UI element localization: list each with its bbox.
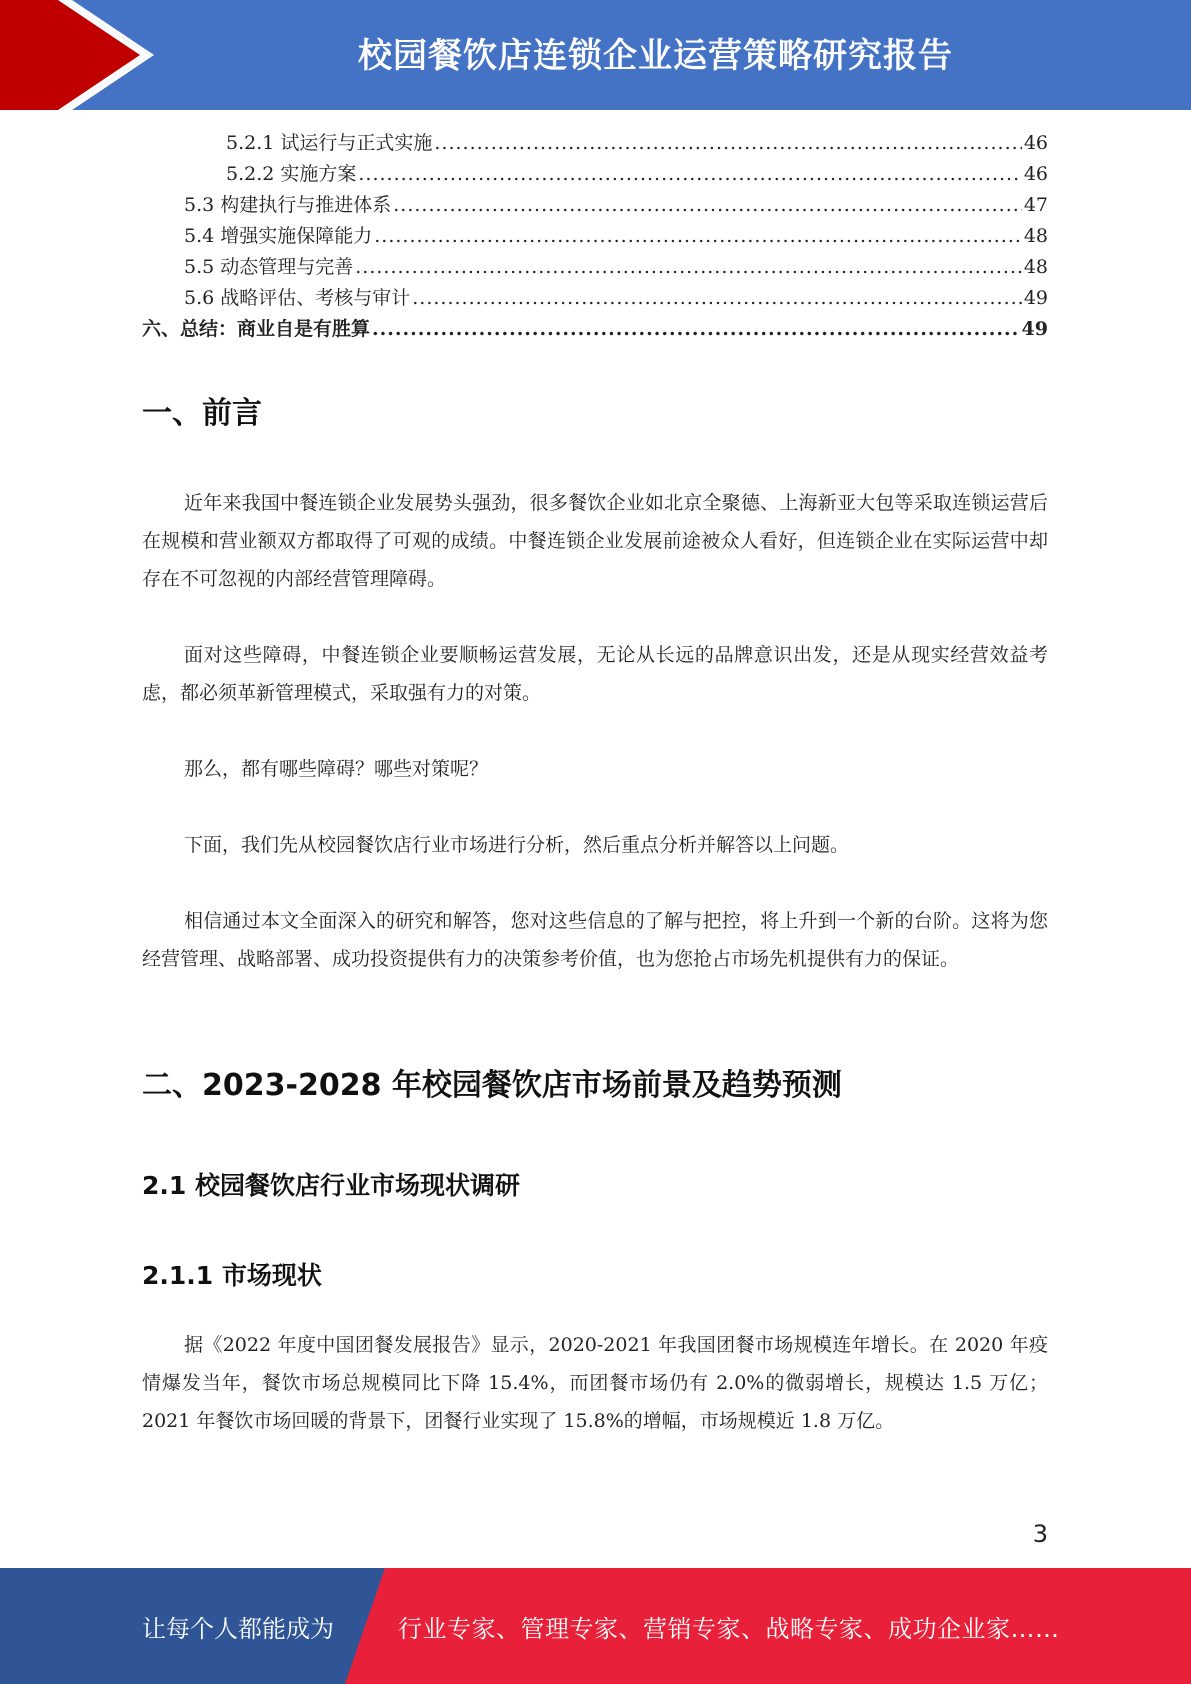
toc-entry[interactable] [142,252,1048,283]
subsection-heading: 2.1 校园餐饮店行业市场现状调研 [142,1171,520,1200]
toc-leader-dots [355,256,1022,278]
page-number: 3 [1032,1520,1048,1548]
toc-entry-page: 49 [1023,287,1048,309]
toc-leader-dots [372,318,1020,340]
body-paragraph: 面对这些障碍，中餐连锁企业要顺畅运营发展，无论从长远的品牌意识出发，还是从现实经营效益考虑，都必须革新管理模式，采取强有力的对策。 [142,644,1048,704]
body-paragraph: 近年来我国中餐连锁企业发展势头强劲，很多餐饮企业如北京全聚德、上海新亚大包等采取连锁运营后在规模和营业额双方都取得了可观的成绩。中餐连锁企业发展前途被众人看好，但连锁企业在实际运营中却存在不可忽视的内部经营管理障碍。 [142,492,1048,590]
toc-entry-page: 47 [1023,194,1048,216]
footer-banner [0,1568,1191,1684]
toc-leader-dots [412,287,1022,309]
body-paragraph: 相信通过本文全面深入的研究和解答，您对这些信息的了解与把控，将上升到一个新的台阶。这将为您经营管理、战略部署、成功投资提供有力的决策参考价值，也为您抢占市场先机提供有力的保证。 [142,910,1048,970]
toc-leader-dots [374,225,1022,247]
toc-entry-label: 5.3 构建执行与推进体系 [184,194,392,216]
toc-entry-label: 5.2.1 试运行与正式实施 [226,132,433,154]
toc-entry-label: 5.4 增强实施保障能力 [184,225,373,247]
toc-entry[interactable] [142,221,1048,252]
toc-leader-dots [434,132,1021,154]
header-banner [0,0,1191,110]
body-paragraph: 下面，我们先从校园餐饮店行业市场进行分析，然后重点分析并解答以上问题。 [184,834,850,856]
toc-entry[interactable] [142,283,1048,314]
toc-leader-dots [358,163,1021,185]
toc-entry-label: 5.2.2 实施方案 [226,163,357,185]
report-title: 校园餐饮店连锁企业运营策略研究报告 [358,35,953,76]
toc-entry-page: 46 [1023,132,1048,154]
toc-entry[interactable] [142,159,1048,190]
subsubsection-heading: 2.1.1 市场现状 [142,1261,322,1290]
toc-leader-dots [393,194,1022,216]
body-paragraph: 据《2022 年度中国团餐发展报告》显示，2020-2021 年我国团餐市场规模连年增长。在 2020 年疫情爆发当年，餐饮市场总规模同比下降 15.4%，而团餐市场仍有 2.0%的微弱增长，规模达 1.5 万亿；2021 年餐饮市场回暖的背景下，团餐行业实现了 15.8%的增幅，市场规模近 1.8 万亿。 [142,1334,1048,1432]
toc-entry[interactable] [142,190,1048,221]
toc-entry-label: 5.6 战略评估、考核与审计 [184,287,411,309]
footer-slogan-left: 让每个人都能成为 [142,1614,334,1643]
toc-entry-label: 六、总结：商业自是有胜算 [142,318,371,340]
table-of-contents [142,128,1048,345]
footer-slogan-right: 行业专家、管理专家、营销专家、战略专家、成功企业家…… [398,1614,1060,1643]
toc-entry-page: 48 [1023,225,1048,247]
section-heading-preface: 一、前言 [142,396,262,431]
toc-entry-page: 49 [1021,318,1048,340]
body-paragraph: 那么，都有哪些障碍？哪些对策呢？ [184,758,489,780]
toc-entry-label: 5.5 动态管理与完善 [184,256,354,278]
toc-entry[interactable] [142,128,1048,159]
toc-entry[interactable] [142,314,1048,345]
section-heading-forecast: 二、2023-2028 年校园餐饮店市场前景及趋势预测 [142,1068,842,1103]
toc-entry-page: 46 [1023,163,1048,185]
toc-entry-page: 48 [1023,256,1048,278]
red-chevron-decoration [0,0,160,110]
